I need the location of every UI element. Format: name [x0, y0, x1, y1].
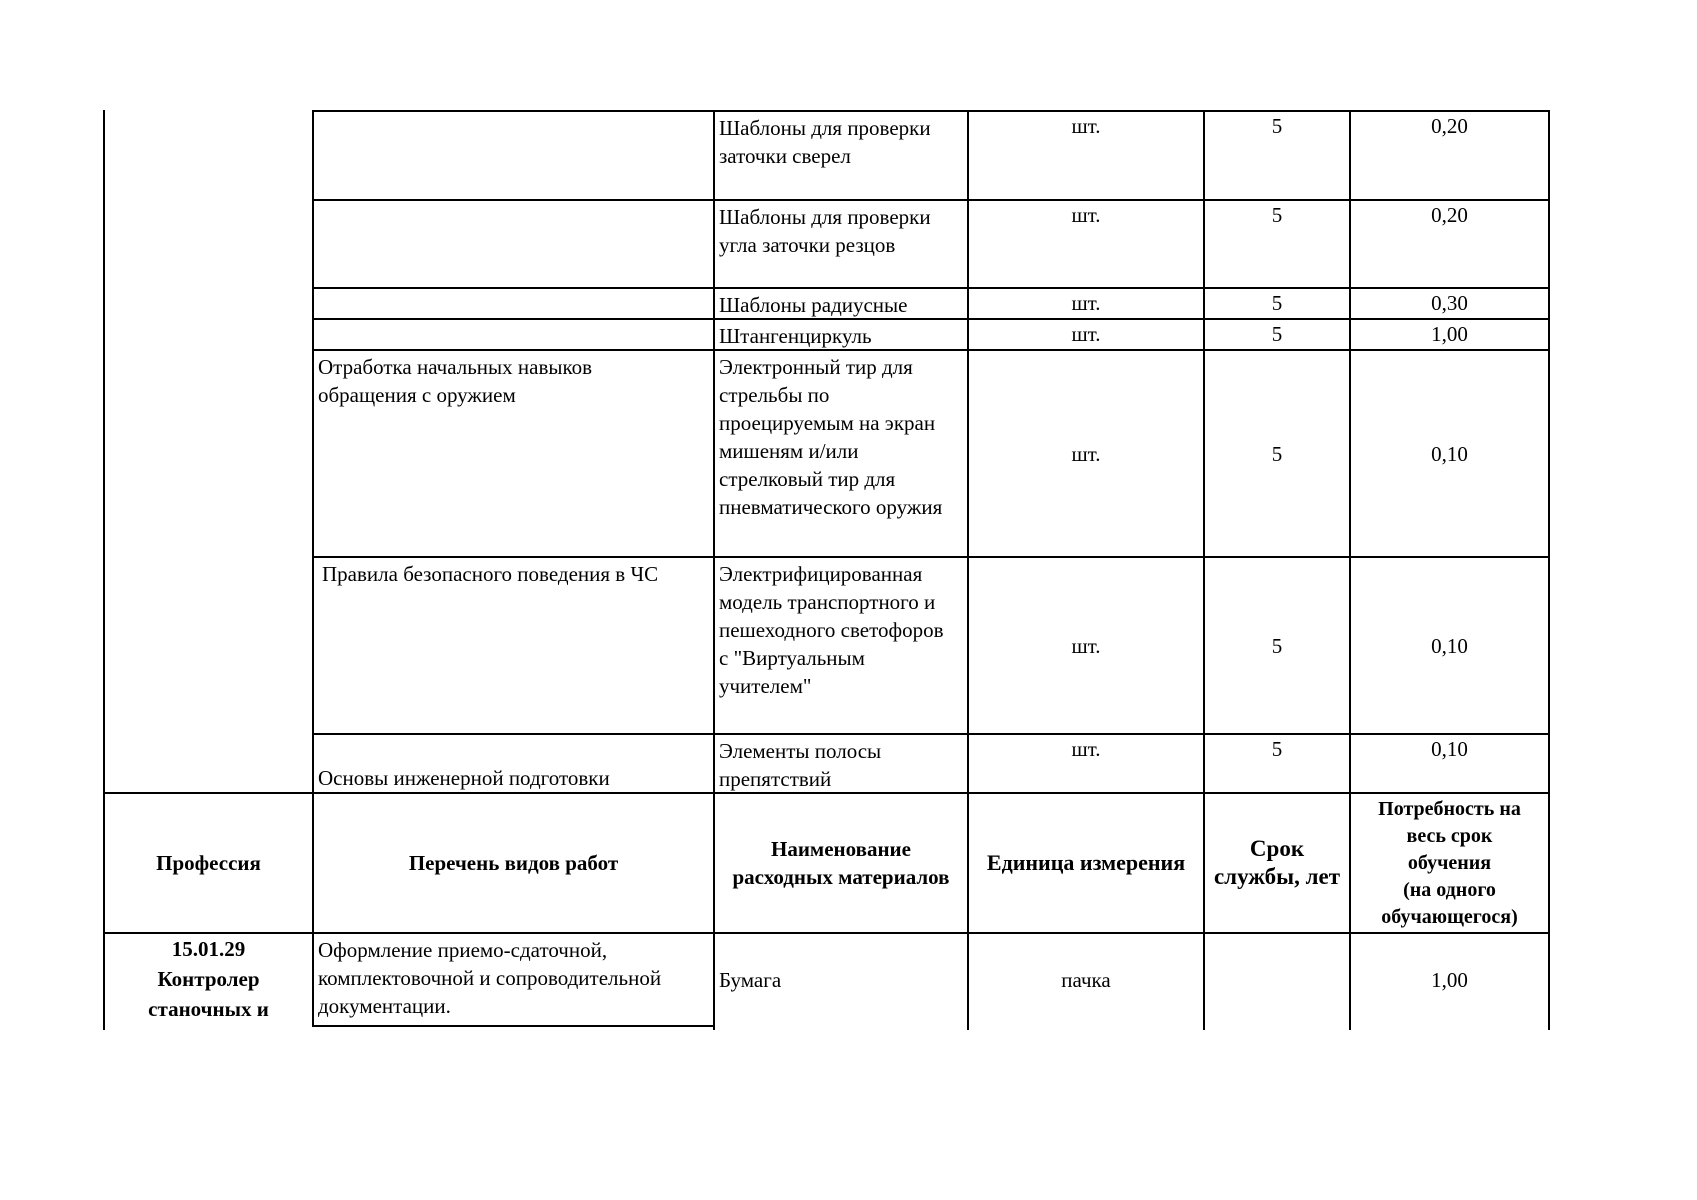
need-cell: 1,00	[1431, 322, 1468, 346]
unit-cell: шт.	[1071, 633, 1101, 658]
material-cell: Бумага	[719, 968, 782, 992]
unit-cell: шт.	[1071, 203, 1101, 227]
header-unit: Единица измерения	[986, 850, 1186, 875]
work-cell	[314, 289, 713, 291]
work-cell	[314, 112, 713, 114]
term-cell: 5	[1271, 291, 1283, 315]
work-cell	[314, 201, 713, 203]
work-cell: Основы инженерной подготовки	[318, 766, 610, 790]
need-cell: 1,00	[1431, 968, 1468, 992]
header-materials: Наименование расходных материалов	[732, 837, 950, 889]
header-works: Перечень видов работ	[408, 851, 619, 875]
work-cell: Отработка начальных навыков обращения с оружием	[318, 355, 593, 407]
grid-line	[1548, 110, 1550, 1030]
need-cell: 0,20	[1431, 114, 1468, 138]
material-cell: Штангенциркуль	[719, 324, 872, 348]
term-cell: 5	[1271, 203, 1283, 227]
need-cell: 0,10	[1431, 633, 1468, 658]
need-cell: 0,10	[1431, 441, 1468, 466]
unit-cell: шт.	[1071, 441, 1101, 466]
work-cell: Правила безопасного поведения в ЧС	[322, 562, 659, 586]
material-cell: Электронный тир для стрельбы по проецируемым на экран мишеням и/или стрелковый тир для пневматического оружия	[719, 355, 943, 519]
term-cell: 5	[1271, 633, 1283, 658]
material-cell: Шаблоны для проверки угла заточки резцов	[719, 205, 931, 257]
header-need: Потребность на весь срок обучения (на одного обучающегося)	[1378, 797, 1521, 928]
unit-cell: шт.	[1071, 291, 1101, 315]
material-cell: Шаблоны для проверки заточки сверел	[719, 116, 931, 168]
material-cell: Шаблоны радиусные	[719, 293, 908, 317]
unit-cell: шт.	[1071, 737, 1101, 761]
header-profession: Профессия	[156, 851, 261, 875]
work-cell	[314, 320, 713, 322]
need-cell: 0,20	[1431, 203, 1468, 227]
need-cell: 0,10	[1431, 737, 1468, 761]
term-cell	[1205, 934, 1349, 1026]
grid-line	[312, 1025, 715, 1027]
work-cell: Оформление приемо-сдаточной, комплектовочной и сопроводительной документации.	[318, 938, 662, 1018]
term-cell: 5	[1271, 114, 1283, 138]
unit-cell: шт.	[1071, 322, 1101, 346]
unit-cell: шт.	[1071, 114, 1101, 138]
term-cell: 5	[1271, 322, 1283, 346]
unit-cell: пачка	[1061, 968, 1111, 992]
header-term: Срок службы, лет	[1213, 836, 1341, 889]
material-cell: Элементы полосы препятствий	[719, 739, 882, 791]
profession-cell: 15.01.29 Контролер станочных и	[148, 937, 269, 1021]
material-cell: Электрифицированная модель транспортного и пешеходного светофоров с "Виртуальным учителем"	[719, 562, 944, 698]
term-cell: 5	[1271, 737, 1283, 761]
need-cell: 0,30	[1431, 291, 1468, 315]
term-cell: 5	[1271, 441, 1283, 466]
